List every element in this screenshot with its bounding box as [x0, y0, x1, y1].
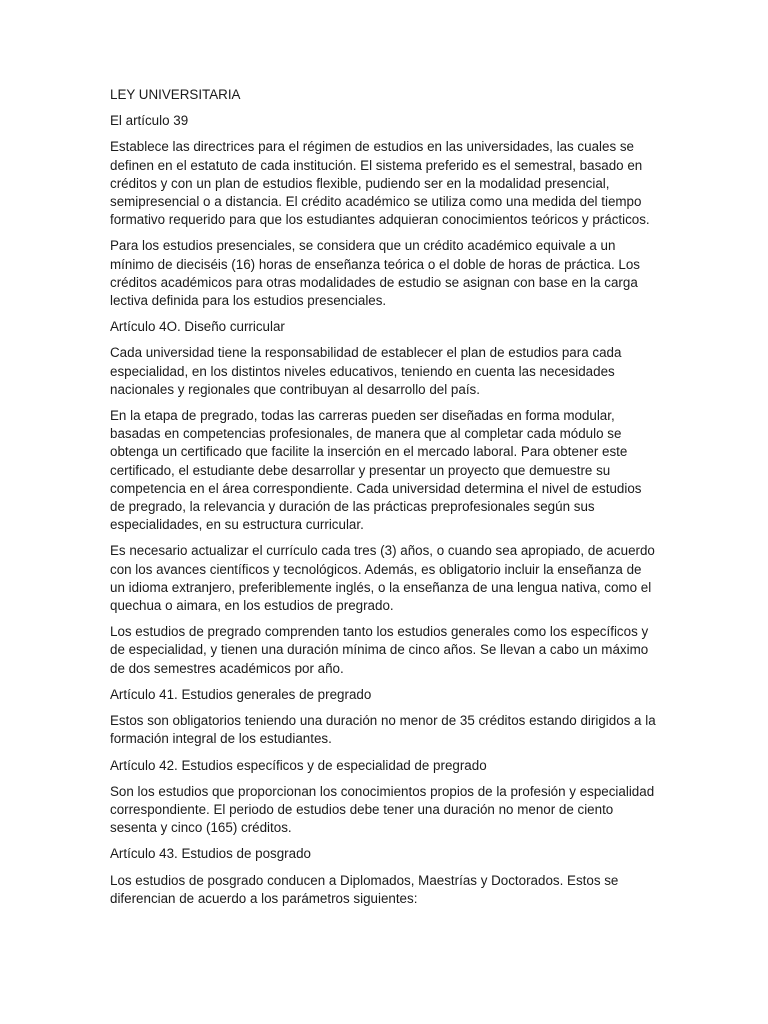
paragraph: Son los estudios que proporcionan los conocimientos propios de la profesión y especialidad correspondiente. El periodo de estudios debe tener una duración no menor de ciento sesenta y cinco (165) créditos.	[110, 783, 655, 836]
document-page	[110, 86, 658, 916]
document-title: LEY UNIVERSITARIA	[110, 87, 241, 102]
paragraph: En la etapa de pregrado, todas las carreras pueden ser diseñadas en forma modular, basadas en competencias profesionales, de manera que al completar cada módulo se obtenga un certificado que facilite la inserción en el mercado laboral. Para obtener este certificado, el estudiante debe desarrollar y presentar un proyecto que demuestre su competencia en el área correspondiente. Cada universidad determina el nivel de estudios de pregrado, la relevancia y duración de las prácticas preprofesionales según sus especialidades, en su estructura curricular.	[110, 408, 642, 533]
article-40-heading: Artículo 4O. Diseño curricular	[110, 319, 285, 335]
article-39-heading: El artículo 39	[110, 113, 189, 129]
article-43-heading: Artículo 43. Estudios de posgrado	[110, 846, 311, 862]
paragraph: Cada universidad tiene la responsabilidad de establecer el plan de estudios para cada especialidad, en los distintos niveles educativos, teniendo en cuenta las necesidades nacionales y regionales que contribuyan al desarrollo del país.	[110, 345, 622, 397]
article-42-heading: Artículo 42. Estudios específicos y de especialidad de pregrado	[110, 757, 487, 773]
paragraph: Los estudios de pregrado comprenden tanto los estudios generales como los específicos y de especialidad, y tienen una duración mínima de cinco años. Se llevan a cabo un máximo de dos semestres académicos por año.	[110, 624, 649, 676]
paragraph: Es necesario actualizar el currículo cada tres (3) años, o cuando sea apropiado, de acuerdo con los avances científicos y tecnológicos. Además, es obligatorio incluir la enseñanza de un idioma extranjero, preferiblemente inglés, o la enseñanza de una lengua nativa, como el quechua o aimara, en los estudios de pregrado.	[110, 543, 655, 614]
paragraph: Estos son obligatorios teniendo una duración no menor de 35 créditos estando dirigidos a la formación integral de los estudiantes.	[110, 713, 656, 747]
paragraph: Para los estudios presenciales, se considera que un crédito académico equivale a un mínimo de dieciséis (16) horas de enseñanza teórica o el doble de horas de práctica. Los créditos académicos para otras modalidades de estudio se asignan con base en la carga lectiva definida para los estudios presenciales.	[110, 238, 640, 309]
paragraph: Los estudios de posgrado conducen a Diplomados, Maestrías y Doctorados. Estos se diferencian de acuerdo a los parámetros siguientes:	[110, 872, 619, 906]
article-41-heading: Artículo 41. Estudios generales de pregrado	[110, 686, 372, 702]
paragraph: Establece las directrices para el régimen de estudios en las universidades, las cuales se definen en el estatuto de cada institución. El sistema preferido es el semestral, basado en créditos y con un plan de estudios flexible, pudiendo ser en la modalidad presencial, semipresencial o a distancia. El crédito académico se utiliza como una medida del tiempo formativo requerido para que los estudiantes adquieran conocimientos teóricos y prácticos.	[110, 139, 650, 228]
